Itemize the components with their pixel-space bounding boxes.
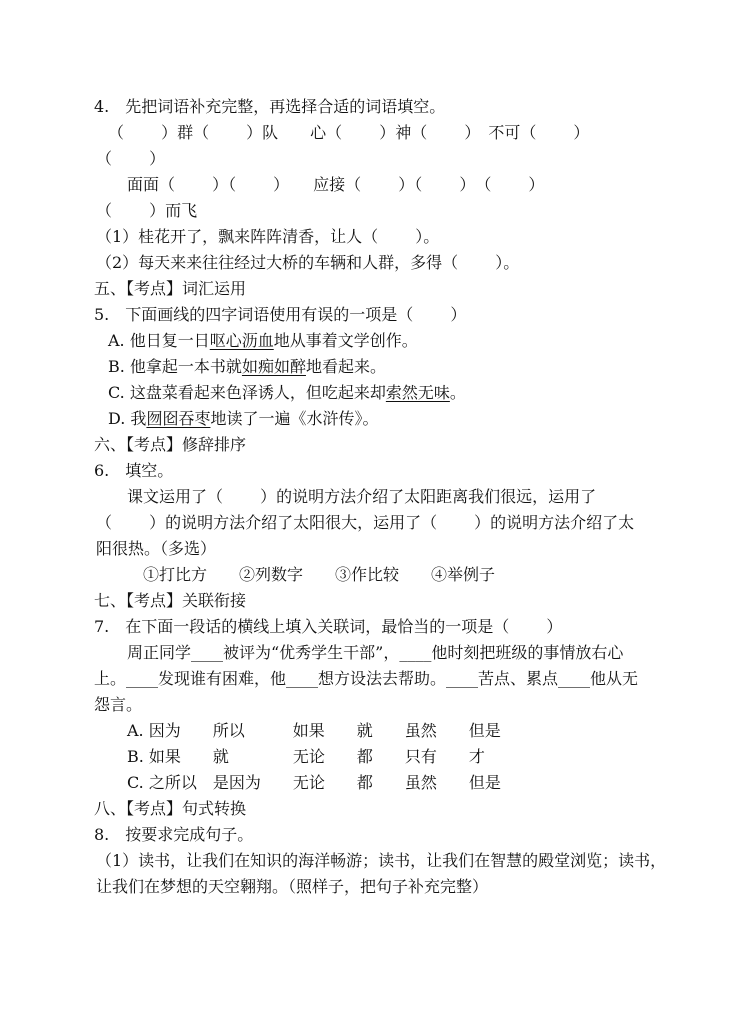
- question-4-title: 4. 先把词语补充完整，再选择合适的词语填空。: [94, 97, 446, 116]
- section-8-heading: 八、【考点】句式转换: [94, 799, 247, 818]
- question-5-option-b: B. 他拿起一本书就如痴如醉地看起来。: [108, 357, 386, 376]
- question-4-word-row-2-cont: （ ）而飞: [96, 201, 198, 220]
- underlined-idiom: 索然无味: [385, 383, 450, 402]
- question-6-choices: ①打比方 ②列数字 ③作比较 ④举例子: [143, 565, 496, 584]
- underlined-idiom: 呕心沥血: [209, 331, 274, 350]
- question-8-sentence-1: （1）读书，让我们在知识的海洋畅游；读书，让我们在智慧的殿堂浏览；读书，: [96, 851, 667, 870]
- question-6-title: 6. 填空。: [94, 461, 174, 480]
- question-6-line-1: 课文运用了（ ）的说明方法介绍了太阳距离我们很远，运用了: [127, 487, 597, 506]
- question-7-option-a: A. 因为 所以 如果 就 虽然 但是: [127, 721, 501, 740]
- question-7-paragraph-3: 怨言。: [94, 695, 143, 714]
- question-4-word-row-2: 面面（ ）（ ） 应接（ ）（ ） （ ）: [127, 175, 545, 194]
- question-4-sentence-1: （1）桂花开了，飘来阵阵清香，让人（ ）。: [96, 227, 440, 246]
- question-6-line-2: （ ）的说明方法介绍了太阳很大，运用了（ ）的说明方法介绍了太: [96, 513, 635, 532]
- question-4-word-row-1-cont: （ ）: [96, 149, 166, 168]
- underlined-idiom: 如痴如醉: [241, 357, 306, 376]
- section-5-heading: 五、【考点】词汇运用: [94, 279, 247, 298]
- section-7-heading: 七、【考点】关联衔接: [94, 591, 247, 610]
- question-8-title: 8. 按要求完成句子。: [94, 825, 254, 844]
- question-7-paragraph-2: 上。____发现谁有困难，他____想方设法去帮助。____苦点、累点____他从无: [94, 669, 639, 688]
- question-8-sentence-1-cont: 让我们在梦想的天空翱翔。（照样子，把句子补充完整）: [96, 877, 489, 896]
- question-5-option-d: D. 我囫囵吞枣地读了一遍《水浒传》。: [108, 409, 379, 428]
- underlined-idiom: 囫囵吞枣: [146, 409, 211, 428]
- question-7-option-c: C. 之所以 是因为 无论 都 虽然 但是: [127, 773, 501, 792]
- question-7-option-b: B. 如果 就 无论 都 只有 才: [127, 747, 485, 766]
- question-5-option-a: A. 他日复一日呕心沥血地从事着文学创作。: [108, 331, 418, 350]
- question-4-word-row-1: （ ）群（ ）队 心（ ）神（ ） 不可（ ）: [108, 123, 590, 142]
- question-7-paragraph-1: 周正同学____被评为“优秀学生干部”，____他时刻把班级的事情放右心: [127, 643, 624, 662]
- question-4-sentence-2: （2）每天来来往往经过大桥的车辆和人群，多得（ ）。: [96, 253, 520, 272]
- question-5-option-c: C. 这盘菜看起来色泽诱人，但吃起来却索然无味。: [108, 383, 466, 402]
- question-5-title: 5. 下面画线的四字词语使用有误的一项是（ ）: [94, 305, 467, 324]
- section-6-heading: 六、【考点】修辞排序: [94, 435, 247, 454]
- question-6-line-3: 阳很热。（多选）: [96, 539, 217, 558]
- question-7-title: 7. 在下面一段话的横线上填入关联词，最恰当的一项是（ ）: [94, 617, 563, 636]
